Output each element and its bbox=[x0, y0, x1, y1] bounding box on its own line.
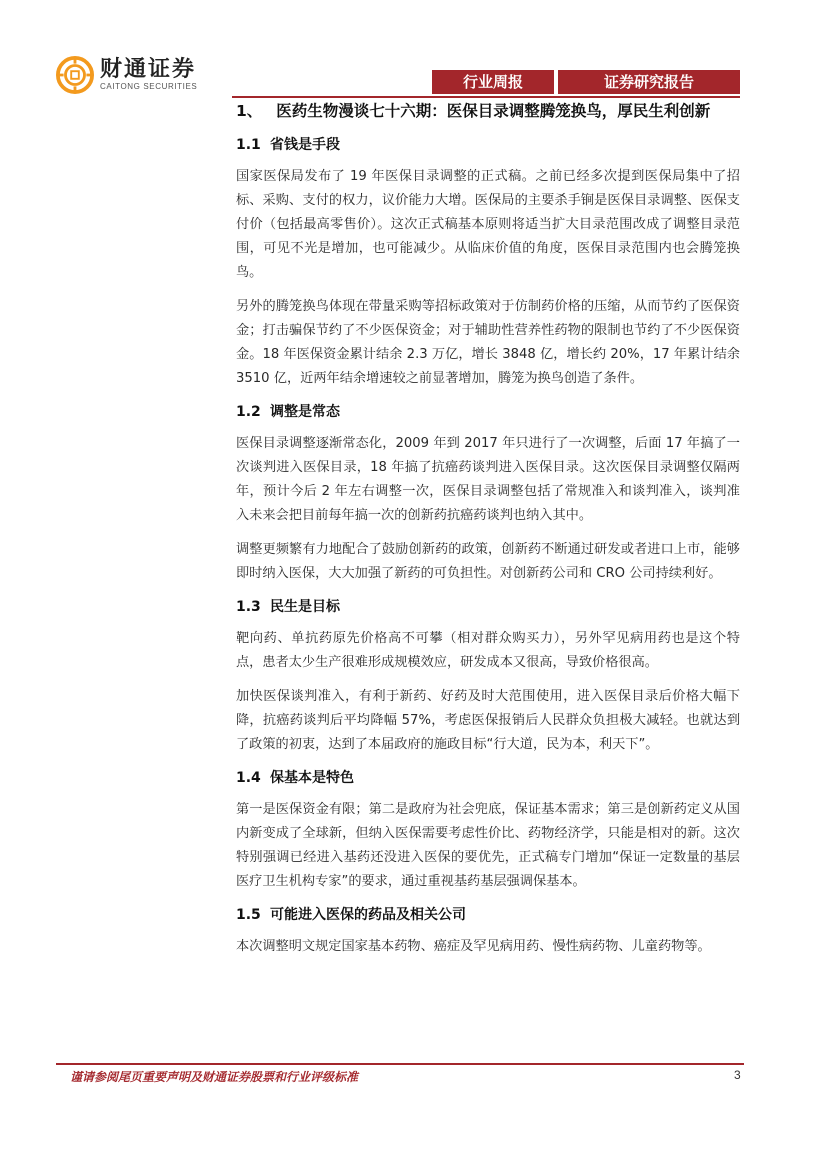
article-title-number: 1、 bbox=[236, 102, 263, 120]
header-divider bbox=[232, 96, 740, 98]
tab-research-report: 证券研究报告 bbox=[558, 70, 740, 94]
page-number: 3 bbox=[734, 1068, 741, 1082]
section-heading bbox=[236, 767, 740, 789]
section-heading bbox=[236, 596, 740, 618]
section-number: 1.4 bbox=[236, 770, 261, 786]
report-type-tabs bbox=[432, 70, 740, 94]
section-title: 调整是常态 bbox=[270, 404, 340, 420]
section-number: 1.2 bbox=[236, 404, 261, 420]
footer-divider bbox=[56, 1063, 744, 1065]
section-title: 民生是目标 bbox=[270, 599, 340, 615]
article-body bbox=[236, 100, 740, 969]
section-title: 省钱是手段 bbox=[270, 137, 340, 153]
paragraph: 本次调整明文规定国家基本药物、癌症及罕见病用药、慢性病药物、儿童药物等。 bbox=[236, 939, 711, 954]
section-heading bbox=[236, 401, 740, 423]
section-title: 可能进入医保的药品及相关公司 bbox=[270, 907, 466, 923]
tab-industry-weekly: 行业周报 bbox=[432, 70, 554, 94]
paragraph: 加快医保谈判准入，有利于新药、好药及时大范围使用，进入医保目录后价格大幅下降，抗癌药谈判后平均降幅 57%，考虑医保报销后人民群众负担极大减轻。也就达到了政策的初衷，达到了本届政府的施政目标“行大道，民为本，利天下”。 bbox=[236, 689, 740, 752]
section-number: 1.5 bbox=[236, 907, 261, 923]
paragraph: 医保目录调整逐渐常态化，2009 年到 2017 年只进行了一次调整，后面 17 年搞了一次谈判进入医保目录，18 年搞了抗癌药谈判进入医保目录。这次医保目录调整仅隔两年，预计今后 2 年左右调整一次，医保目录调整包括了常规准入和谈判准入，谈判准入未来会把目前每年搞一次的创新药抗癌药谈判也纳入其中。 bbox=[236, 436, 740, 523]
logo-chinese-name: 财通证券 bbox=[100, 57, 197, 82]
paragraph: 靶向药、单抗药原先价格高不可攀（相对群众购买力），另外罕见病用药也是这个特点，患者太少生产很难形成规模效应，研发成本又很高，导致价格很高。 bbox=[236, 631, 740, 670]
section-heading bbox=[236, 134, 740, 156]
article-title bbox=[236, 100, 740, 122]
company-logo bbox=[56, 56, 197, 94]
logo-english-name: CAITONG SECURITIES bbox=[100, 82, 198, 91]
paragraph: 第一是医保资金有限；第二是政府为社会兜底，保证基本需求；第三是创新药定义从国内新变成了全球新，但纳入医保需要考虑性价比、药物经济学，只能是相对的新。这次特别强调已经进入基药还没进入医保的要优先，正式稿专门增加“保证一定数量的基层医疗卫生机构专家”的要求，通过重视基药基层强调保基本。 bbox=[236, 802, 740, 889]
section-number: 1.1 bbox=[236, 137, 261, 153]
paragraph: 调整更频繁有力地配合了鼓励创新药的政策，创新药不断通过研发或者进口上市，能够即时纳入医保，大大加强了新药的可负担性。对创新药公司和 CRO 公司持续利好。 bbox=[236, 542, 740, 581]
footer-disclaimer: 谨请参阅尾页重要声明及财通证券股票和行业评级标准 bbox=[70, 1070, 359, 1084]
section-number: 1.3 bbox=[236, 599, 261, 615]
coin-logo-icon bbox=[56, 56, 94, 94]
section-heading bbox=[236, 904, 740, 926]
paragraph: 国家医保局发布了 19 年医保目录调整的正式稿。之前已经多次提到医保局集中了招标、采购、支付的权力，议价能力大增。医保局的主要杀手锏是医保目录调整、医保支付价（包括最高零售价）。这次正式稿基本原则将适当扩大目录范围改成了调整目录范围，可见不光是增加，也可能减少。从临床价值的角度，医保目录范围内也会腾笼换鸟。 bbox=[236, 169, 740, 280]
article-title-text: 医药生物漫谈七十六期：医保目录调整腾笼换鸟，厚民生利创新 bbox=[276, 102, 711, 120]
section-title: 保基本是特色 bbox=[270, 770, 354, 786]
paragraph: 另外的腾笼换鸟体现在带量采购等招标政策对于仿制药价格的压缩，从而节约了医保资金；打击骗保节约了不少医保资金；对于辅助性营养性药物的限制也节约了不少医保资金。18 年医保资金累计结余 2.3 万亿，增长 3848 亿，增长约 20%，17 年累计结余 3510 亿，近两年结余增速较之前显著增加，腾笼为换鸟创造了条件。 bbox=[236, 299, 740, 386]
